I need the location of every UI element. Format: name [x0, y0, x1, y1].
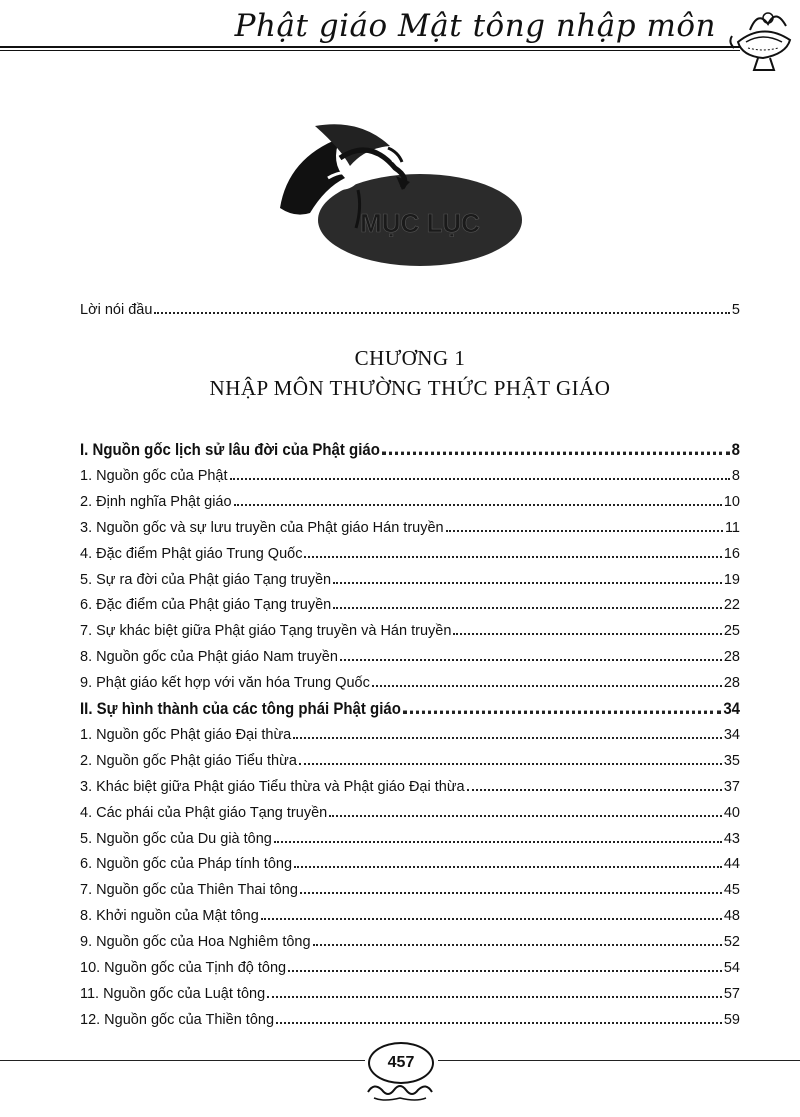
- toc-page: 43: [723, 830, 740, 847]
- toc-row[interactable]: [80, 978, 740, 1002]
- toc-row[interactable]: [80, 641, 740, 665]
- toc-leader: [446, 530, 723, 532]
- toc-leader: [403, 711, 721, 714]
- toc-label: 9. Nguồn gốc của Hoa Nghiêm tông: [80, 934, 311, 951]
- toc-label: 9. Phật giáo kết hợp với văn hóa Trung Quốc: [80, 675, 370, 692]
- toc-leader: [333, 582, 722, 584]
- toc-label: 2. Nguồn gốc Phật giáo Tiểu thừa: [80, 752, 297, 769]
- emblem-title: MỤC LỤC: [360, 208, 480, 238]
- toc-leader: [382, 452, 730, 455]
- toc-label: 8. Nguồn gốc của Phật giáo Nam truyền: [80, 649, 338, 666]
- toc-leader: [276, 1022, 722, 1024]
- toc-label: 8. Khởi nguồn của Mật tông: [80, 908, 259, 925]
- toc-row[interactable]: [80, 538, 740, 562]
- running-title: Phật giáo Mật tông nhập môn: [234, 8, 716, 44]
- toc-emblem: [270, 118, 525, 273]
- toc-row-preface[interactable]: [80, 294, 740, 318]
- toc-leader: [467, 789, 722, 791]
- toc-leader: [340, 659, 722, 661]
- toc-leader: [453, 633, 721, 635]
- lotus-lamp-icon: [728, 2, 798, 74]
- toc-row[interactable]: [80, 874, 740, 898]
- toc-page: 19: [723, 571, 740, 588]
- toc-row[interactable]: [80, 589, 740, 613]
- toc-page: 5: [731, 302, 740, 318]
- toc-page: 10: [723, 493, 740, 510]
- toc-section-row[interactable]: [80, 433, 740, 460]
- header-rule: [0, 46, 740, 48]
- toc-row[interactable]: [80, 745, 740, 769]
- toc-row[interactable]: [80, 512, 740, 536]
- toc-page: 16: [723, 545, 740, 562]
- toc-label: 5. Nguồn gốc của Du già tông: [80, 830, 272, 847]
- toc-page: 22: [723, 597, 740, 614]
- toc-section-row[interactable]: [80, 692, 740, 719]
- toc-label: 1. Nguồn gốc Phật giáo Đại thừa: [80, 726, 292, 743]
- toc-label: 1. Nguồn gốc của Phật: [80, 467, 228, 484]
- toc-label: 6. Đặc điểm của Phật giáo Tạng truyền: [80, 597, 332, 614]
- toc-row[interactable]: [80, 719, 740, 743]
- toc-page: 52: [723, 934, 740, 951]
- toc-page: 8: [731, 467, 740, 484]
- toc-label: 4. Các phái của Phật giáo Tạng truyền: [80, 804, 328, 821]
- footer-rule-left: [0, 1060, 365, 1061]
- toc-label: 10. Nguồn gốc của Tịnh độ tông: [80, 960, 287, 976]
- toc-leader: [274, 841, 722, 843]
- toc-label: I. Nguồn gốc lịch sử lâu đời của Phật giáo: [80, 440, 380, 460]
- toc-page: 11: [724, 519, 740, 536]
- toc-page: 48: [723, 908, 740, 925]
- toc-row[interactable]: [80, 486, 740, 510]
- toc-leader: [329, 815, 722, 817]
- toc-row[interactable]: [80, 926, 740, 950]
- toc-leader: [372, 685, 722, 687]
- toc-leader: [234, 504, 722, 506]
- toc-page: 35: [723, 752, 740, 769]
- toc-page: 54: [723, 960, 740, 976]
- toc-label: 7. Sự khác biệt giữa Phật giáo Tạng truyền và Hán truyền: [80, 623, 452, 640]
- toc-page: 34: [723, 726, 740, 743]
- toc-page: 40: [723, 804, 740, 821]
- toc-leader: [293, 737, 722, 739]
- toc-label: 3. Nguồn gốc và sự lưu truyền của Phật giáo Hán truyền: [80, 519, 444, 536]
- toc-row[interactable]: [80, 797, 740, 821]
- header-rule-thin: [0, 50, 740, 51]
- toc-label: 2. Định nghĩa Phật giáo: [80, 493, 232, 510]
- toc-label: II. Sự hình thành của các tông phái Phật giáo: [80, 699, 401, 719]
- footer-rule-right: [438, 1060, 800, 1061]
- toc-page: 25: [723, 623, 740, 640]
- toc-row[interactable]: [80, 1004, 740, 1028]
- toc-row[interactable]: [80, 848, 740, 872]
- toc-label: 3. Khác biệt giữa Phật giáo Tiểu thừa và Phật giáo Đại thừa: [80, 778, 465, 795]
- toc-label: 6. Nguồn gốc của Pháp tính tông: [80, 856, 293, 873]
- page-number: 457: [368, 1042, 434, 1084]
- toc-page: 45: [723, 882, 740, 899]
- toc-page: 59: [723, 1011, 740, 1028]
- toc-page: 34: [723, 699, 740, 719]
- toc-row[interactable]: [80, 823, 740, 847]
- toc-row[interactable]: [80, 460, 740, 484]
- toc-leader: [313, 944, 722, 946]
- toc-page: 57: [723, 985, 740, 1002]
- toc-leader: [304, 556, 721, 558]
- toc-leader: [230, 478, 730, 480]
- toc-leader: [333, 607, 722, 609]
- toc-leader: [299, 763, 722, 765]
- toc-page: 28: [723, 649, 740, 666]
- toc-leader: [261, 918, 722, 920]
- toc-label: 11. Nguồn gốc của Luật tông: [80, 985, 266, 1002]
- chapter-title: NHẬP MÔN THƯỜNG THỨC PHẬT GIÁO: [209, 376, 611, 400]
- toc-leader: [288, 970, 722, 972]
- toc-label: Lời nói đầu: [80, 302, 153, 318]
- toc-row[interactable]: [80, 615, 740, 639]
- toc-leader: [300, 892, 722, 894]
- toc-row[interactable]: [80, 900, 740, 924]
- toc-label: 5. Sự ra đời của Phật giáo Tạng truyền: [80, 571, 332, 588]
- toc-label: 4. Đặc điểm Phật giáo Trung Quốc: [80, 545, 303, 562]
- toc-leader: [294, 866, 722, 868]
- toc-row[interactable]: [80, 667, 740, 691]
- toc-row[interactable]: [80, 564, 740, 588]
- page-footer: [0, 1040, 800, 1117]
- toc-page: 8: [731, 440, 740, 460]
- chapter-number: CHƯƠNG 1: [354, 346, 466, 370]
- toc-page: 37: [723, 778, 740, 795]
- toc-page: 28: [723, 675, 740, 692]
- cloud-scroll-icon: [360, 1080, 440, 1104]
- toc-row[interactable]: [80, 771, 740, 795]
- toc-page: 44: [723, 856, 740, 873]
- toc-leader: [267, 996, 722, 998]
- toc-leader: [154, 312, 730, 314]
- toc-label: 12. Nguồn gốc của Thiền tông: [80, 1011, 275, 1028]
- toc-label: 7. Nguồn gốc của Thiên Thai tông: [80, 882, 298, 899]
- page-header: [0, 0, 800, 60]
- toc-row[interactable]: [80, 952, 740, 976]
